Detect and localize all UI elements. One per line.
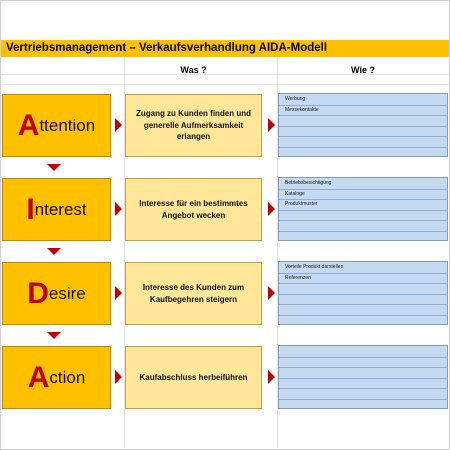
methods-row-line — [279, 147, 447, 148]
method-item: Werbung — [285, 96, 306, 102]
methods-box — [278, 261, 448, 325]
goal-box: Zugang zu Kunden finden und generelle Aufmerksamkeit erlangen — [125, 94, 262, 157]
phase-box — [2, 178, 111, 241]
method-item: Vorteile Produkt darstellen — [285, 264, 344, 270]
arrow-right-icon — [268, 370, 275, 384]
phase-box — [2, 346, 111, 409]
arrow-right-icon — [115, 118, 122, 132]
methods-box — [278, 93, 448, 157]
arrow-right-icon — [268, 202, 275, 216]
methods-row-line — [279, 273, 447, 274]
header-wie: Wie ? — [351, 65, 375, 75]
methods-row-line — [279, 199, 447, 200]
methods-row-line — [279, 210, 447, 211]
methods-row-line — [279, 115, 447, 116]
phase-label: ttention — [39, 115, 96, 135]
arrow-down-icon — [47, 164, 61, 171]
header-was: Was ? — [180, 65, 207, 75]
arrow-right-icon — [115, 202, 122, 216]
arrow-right-icon — [268, 286, 275, 300]
methods-row-line — [279, 315, 447, 316]
phase-label: ction — [49, 367, 86, 387]
arrow-right-icon — [115, 286, 122, 300]
methods-row-line — [279, 283, 447, 284]
methods-row-line — [279, 220, 447, 221]
phase-box — [2, 94, 111, 157]
phase-initial: A — [27, 360, 50, 394]
methods-row-line — [279, 294, 447, 295]
methods-row-line — [279, 357, 447, 358]
arrow-right-icon — [115, 370, 122, 384]
methods-row-line — [279, 399, 447, 400]
method-item: Kataloge — [285, 190, 305, 197]
methods-row-line — [279, 126, 447, 127]
phase-initial: I — [26, 192, 35, 226]
goal-box: Kaufabschluss herbeiführen — [125, 346, 262, 409]
goal-box: Interesse für ein bestimmtes Angebot wecken — [125, 178, 262, 241]
phase-box — [2, 262, 111, 325]
method-item: Produktmuster — [285, 201, 318, 207]
goal-box: Interesse des Kunden zum Kaufbegehren steigern — [125, 262, 262, 325]
phase-label: nterest — [34, 199, 87, 219]
methods-row-line — [279, 231, 447, 232]
method-item: Betriebsbesichtigung — [285, 180, 332, 186]
phase-initial: A — [17, 108, 40, 142]
arrow-down-icon — [47, 332, 61, 339]
methods-row-line — [279, 189, 447, 190]
methods-box — [278, 345, 448, 409]
method-item: Messekontakte — [285, 106, 319, 113]
page-title: Vertriebsmanagement – Verkaufsverhandlung AIDA-Modell — [1, 40, 449, 57]
methods-row-line — [279, 388, 447, 389]
methods-box — [278, 177, 448, 241]
methods-row-line — [279, 367, 447, 368]
methods-row-line — [279, 136, 447, 137]
methods-row-line — [279, 304, 447, 305]
phase-initial: D — [27, 276, 49, 310]
phase-label: esire — [48, 283, 86, 303]
arrow-down-icon — [47, 248, 61, 255]
methods-row-line — [279, 378, 447, 379]
method-item: Referenzen — [285, 274, 311, 281]
methods-row-line — [279, 105, 447, 106]
arrow-right-icon — [268, 118, 275, 132]
grid-line — [1, 84, 449, 85]
